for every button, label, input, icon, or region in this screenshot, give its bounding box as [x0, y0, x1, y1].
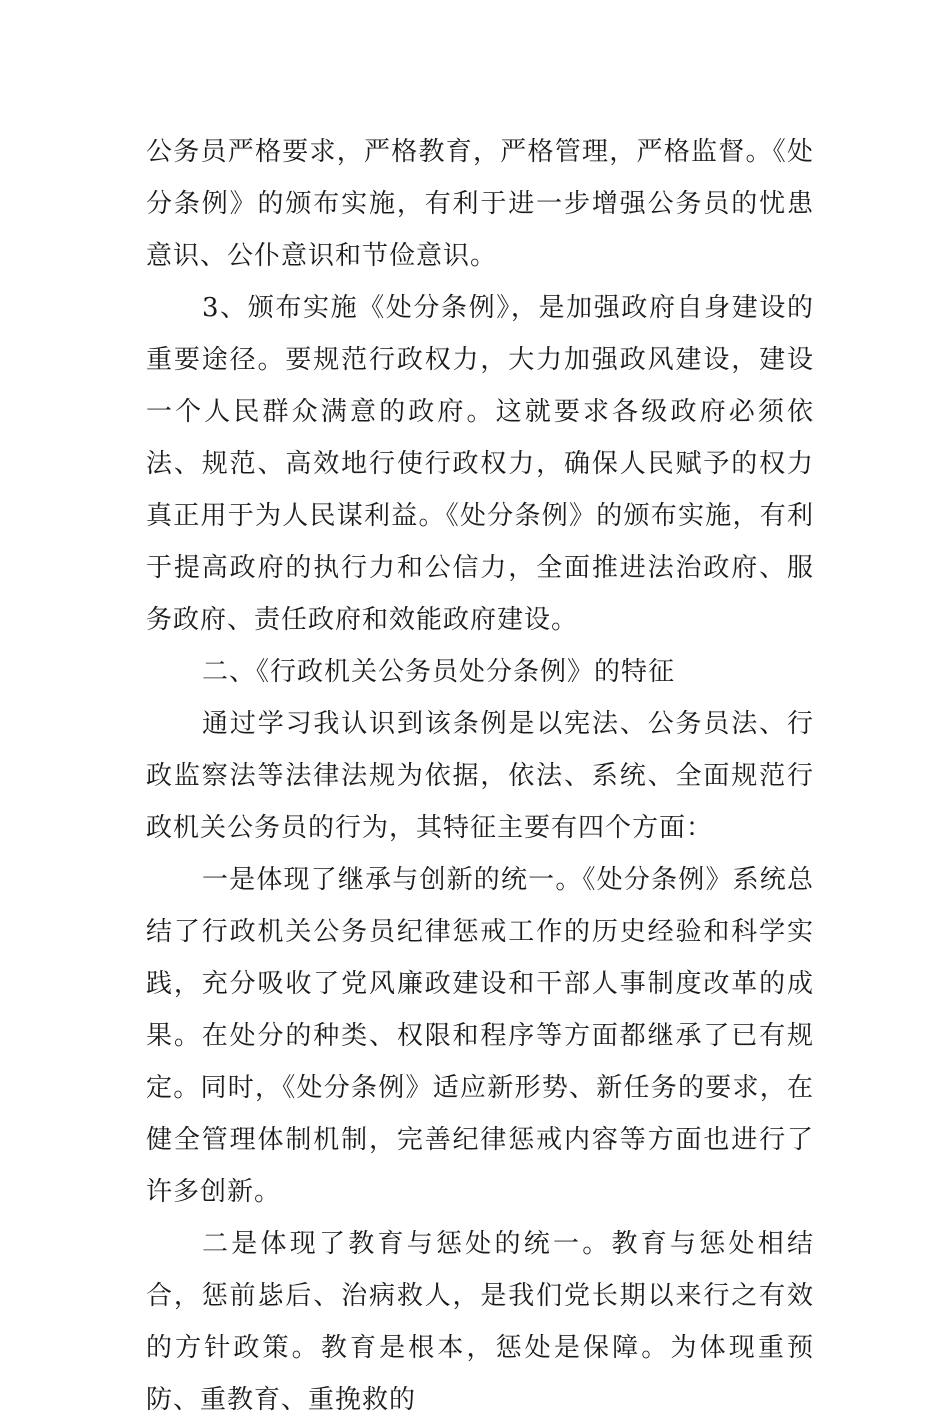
paragraph-1: 公务员严格要求，严格教育，严格管理，严格监督。《处分条例》的颁布实施，有利于进一步增强公务员的忧患意识、公仆意识和节俭意识。	[146, 137, 814, 271]
paragraph-3: 通过学习我认识到该条例是以宪法、公务员法、行政监察法等法律法规为依据，依法、系统、全面规范行政机关公务员的行为，其特征主要有四个方面：	[146, 709, 814, 843]
paragraph-2: 3、颁布实施《处分条例》，是加强政府自身建设的重要途径。要规范行政权力，大力加强政风建设，建设一个人民群众满意的政府。这就要求各级政府必须依法、规范、高效地行使行政权力，确保人民赋予的权力真正用于为人民谋利益。《处分条例》的颁布实施，有利于提高政府的执行力和公信力，全面推进法治政府、服务政府、责任政府和效能政府建设。	[146, 293, 814, 635]
paragraph-5: 二是体现了教育与惩处的统一。教育与惩处相结合，惩前毖后、治病救人，是我们党长期以来行之有效的方针政策。教育是根本，惩处是保障。为体现重预防、重教育、重挽救的	[146, 1229, 814, 1415]
paragraph-4: 一是体现了继承与创新的统一。《处分条例》系统总结了行政机关公务员纪律惩戒工作的历史经验和科学实践，充分吸收了党风廉政建设和干部人事制度改革的成果。在处分的种类、权限和程序等方面都继承了已有规定。同时，《处分条例》适应新形势、新任务的要求，在健全管理体制机制，完善纪律惩戒内容等方面也进行了许多创新。	[146, 865, 814, 1207]
document-body	[146, 126, 814, 1426]
section-heading: 二、《行政机关公务员处分条例》的特征	[202, 657, 676, 687]
